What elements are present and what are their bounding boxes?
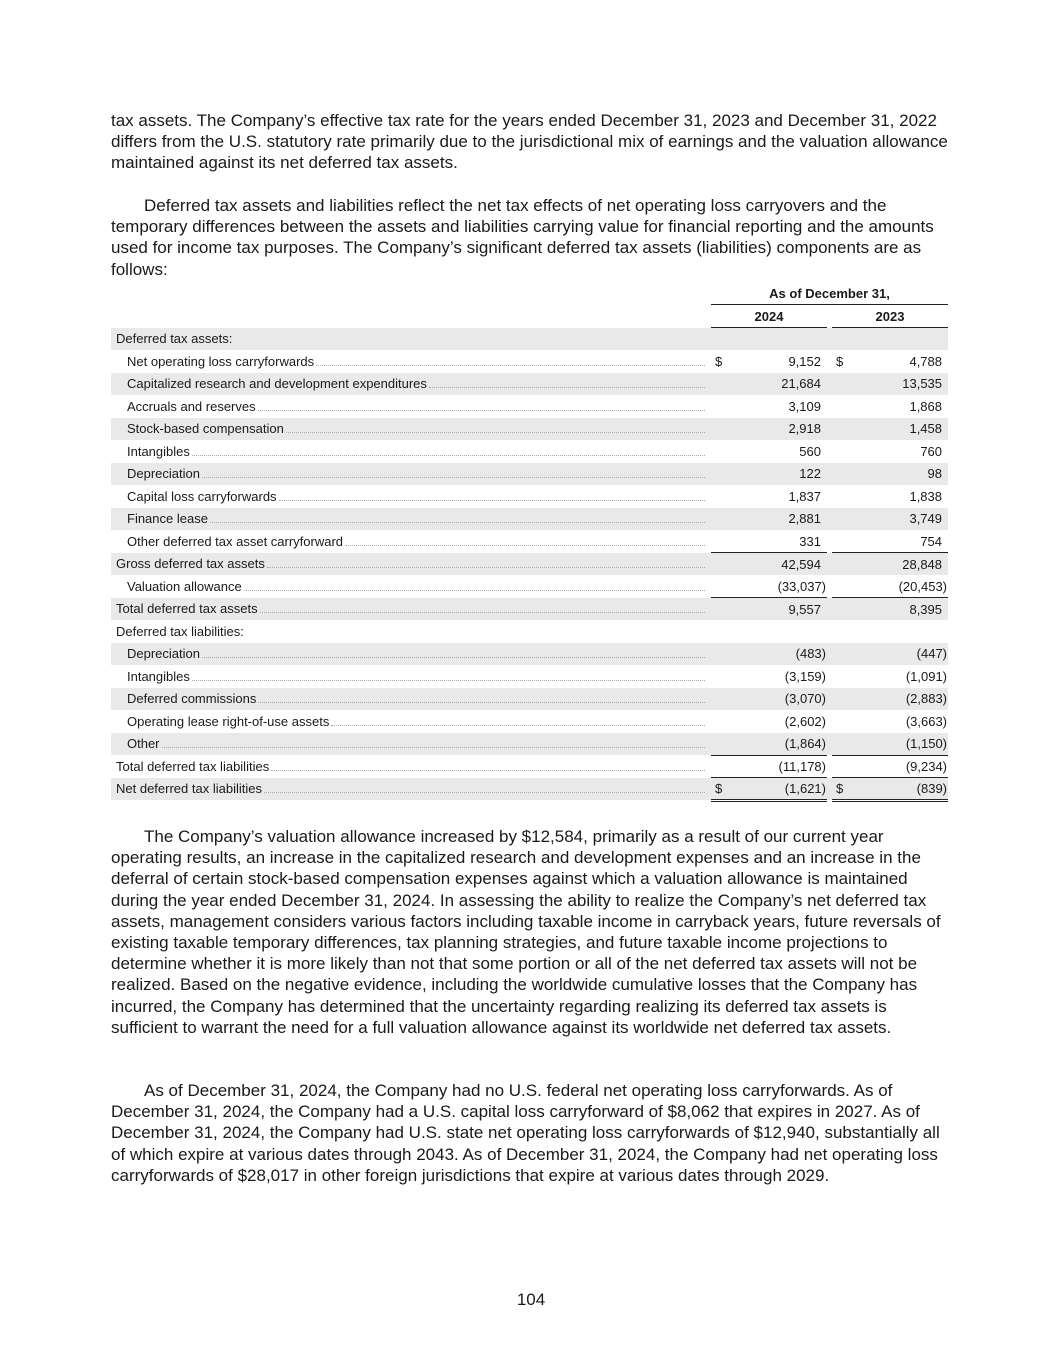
cell-value: (483) bbox=[795, 646, 826, 662]
leader-dots bbox=[162, 747, 705, 748]
cell-value: (33,037) bbox=[777, 578, 826, 594]
table-row bbox=[111, 575, 948, 598]
currency-symbol: $ bbox=[836, 353, 844, 369]
value-2023 bbox=[832, 508, 948, 531]
value-2024 bbox=[711, 710, 827, 733]
table-row bbox=[111, 778, 948, 801]
leader-dots bbox=[192, 455, 705, 456]
table-row bbox=[111, 508, 948, 531]
cell-value: (447) bbox=[916, 646, 948, 662]
cell-value: 13,535 bbox=[902, 376, 943, 392]
cell-value: 9,152 bbox=[788, 353, 821, 369]
cell-value: 3,749 bbox=[909, 511, 943, 527]
table-row bbox=[111, 733, 948, 756]
value-2023 bbox=[832, 575, 948, 598]
cell-value: 8,395 bbox=[909, 601, 943, 617]
leader-dots bbox=[279, 500, 705, 501]
cell-value: (2,602) bbox=[784, 713, 826, 729]
page-number: 104 bbox=[516, 1290, 546, 1309]
value-2023 bbox=[832, 778, 948, 801]
cell-value: 3,109 bbox=[788, 398, 821, 414]
leader-dots bbox=[258, 702, 705, 703]
cell-value: 560 bbox=[799, 443, 821, 459]
row-label: Other deferred tax asset carryforward bbox=[127, 533, 344, 549]
leader-dots bbox=[267, 567, 705, 568]
table-year-row bbox=[111, 305, 948, 328]
table-row bbox=[111, 463, 948, 486]
value-2024 bbox=[711, 575, 827, 598]
row-label: Gross deferred tax assets bbox=[116, 556, 265, 572]
row-label: Capitalized research and development expenditures bbox=[127, 376, 427, 392]
row-label: Net operating loss carryforwards bbox=[127, 353, 315, 369]
cell-value: 1,868 bbox=[909, 398, 943, 414]
row-label: Deferred commissions bbox=[127, 691, 257, 707]
leader-dots bbox=[192, 680, 705, 681]
row-label: Accruals and reserves bbox=[127, 398, 256, 414]
value-2024 bbox=[711, 350, 827, 373]
leader-dots bbox=[202, 477, 705, 478]
row-label: Operating lease right-of-use assets bbox=[127, 713, 330, 729]
value-2023 bbox=[832, 733, 948, 756]
value-2024 bbox=[711, 688, 827, 711]
value-2023 bbox=[832, 463, 948, 486]
leader-dots bbox=[210, 522, 705, 523]
row-label: Total deferred tax assets bbox=[116, 601, 258, 617]
value-2024 bbox=[711, 598, 827, 621]
value-2023 bbox=[832, 328, 948, 351]
row-label: Net deferred tax liabilities bbox=[116, 781, 262, 797]
table-row bbox=[111, 643, 948, 666]
value-2023 bbox=[832, 710, 948, 733]
table-row bbox=[111, 688, 948, 711]
leader-dots bbox=[264, 792, 705, 793]
leader-dots bbox=[345, 545, 705, 546]
leader-dots bbox=[260, 612, 705, 613]
table-row bbox=[111, 665, 948, 688]
table-row bbox=[111, 395, 948, 418]
cell-value: 1,458 bbox=[909, 421, 943, 437]
value-2024 bbox=[711, 440, 827, 463]
currency-symbol: $ bbox=[836, 780, 844, 796]
leader-dots bbox=[271, 770, 705, 771]
leader-dots bbox=[316, 365, 705, 366]
cell-value: (2,883) bbox=[905, 691, 948, 707]
table-row bbox=[111, 755, 948, 778]
value-2024 bbox=[711, 373, 827, 396]
value-2024 bbox=[711, 485, 827, 508]
row-label: Finance lease bbox=[127, 511, 208, 527]
cell-value: 1,837 bbox=[788, 488, 821, 504]
cell-value: (20,453) bbox=[898, 578, 948, 594]
paragraph-carryforwards: As of December 31, 2024, the Company had no U.S. federal net operating loss carryforwards. As of December 31, 2024, the Company had a U.S. capital loss carryforward of $8,062 that expires in 2027. As of December 31, 2024, the Company had U.S. state net operating loss carryforwards of $12,940, substantially all of which expire at various dates through 2043. As of December 31, 2024, the Company had net operating loss carryforwards of $28,017 in other foreign jurisdictions that expire at various dates through 2029. bbox=[111, 1081, 940, 1185]
value-2023 bbox=[832, 373, 948, 396]
table-row bbox=[111, 485, 948, 508]
leader-dots bbox=[429, 387, 705, 388]
value-2023 bbox=[832, 418, 948, 441]
row-label: Total deferred tax liabilities bbox=[116, 758, 270, 774]
value-2023 bbox=[832, 530, 948, 553]
table-row bbox=[111, 710, 948, 733]
value-2023 bbox=[832, 350, 948, 373]
cell-value: 98 bbox=[927, 466, 943, 482]
value-2024 bbox=[711, 733, 827, 756]
row-label: Other bbox=[127, 736, 160, 752]
value-2023 bbox=[832, 598, 948, 621]
row-label: Capital loss carryforwards bbox=[127, 488, 277, 504]
table-row bbox=[111, 553, 948, 576]
table-row bbox=[111, 440, 948, 463]
row-label: Depreciation bbox=[127, 646, 200, 662]
value-2024 bbox=[711, 643, 827, 666]
section-header-row bbox=[111, 328, 948, 351]
deferred-tax-table bbox=[111, 282, 948, 802]
cell-value: 760 bbox=[920, 443, 943, 459]
leader-dots bbox=[244, 590, 705, 591]
value-2024 bbox=[711, 665, 827, 688]
row-label: Depreciation bbox=[127, 466, 200, 482]
table-row bbox=[111, 530, 948, 553]
cell-value: (3,159) bbox=[784, 668, 826, 684]
leader-dots bbox=[202, 657, 705, 658]
cell-value: 2,918 bbox=[788, 421, 821, 437]
value-2024 bbox=[711, 553, 827, 576]
cell-value: (3,070) bbox=[784, 691, 826, 707]
cell-value: 1,838 bbox=[909, 488, 943, 504]
cell-value: (3,663) bbox=[905, 713, 948, 729]
value-2023 bbox=[832, 485, 948, 508]
currency-symbol: $ bbox=[715, 780, 723, 796]
value-2024 bbox=[711, 778, 827, 801]
value-2023 bbox=[832, 440, 948, 463]
value-2023 bbox=[832, 553, 948, 576]
cell-value: 9,557 bbox=[788, 601, 821, 617]
table-row bbox=[111, 373, 948, 396]
paragraph-tax-rate: tax assets. The Company’s effective tax rate for the years ended December 31, 2023 and December 31, 2022 differs from the U.S. statutory rate primarily due to the jurisdictional mix of earnings and the valuation allowance maintained against its net deferred tax assets. bbox=[111, 111, 948, 173]
year-2023: 2023 bbox=[832, 305, 948, 328]
value-2024 bbox=[711, 530, 827, 553]
table-row bbox=[111, 418, 948, 441]
leader-dots bbox=[331, 725, 705, 726]
row-label: Intangibles bbox=[127, 668, 190, 684]
paragraph-valuation-allowance: The Company’s valuation allowance increased by $12,584, primarily as a result of our current year operating results, an increase in the capitalized research and development expenses and an increase in the deferral of certain stock-based compensation expenses against which a valuation allowance is maintained during the year ended December 31, 2024. In assessing the ability to realize the Company’s net deferred tax assets, management considers various factors including taxable income in carryback years, future reversals of existing taxable temporary differences, tax planning strategies, and future taxable income projections to determine whether it is more likely than not that some portion or all of the net deferred tax assets will not be realized. Based on the negative evidence, including the worldwide cumulative losses that the Company has incurred, the Company has determined that the uncertainty regarding realizing its deferred tax assets is sufficient to warrant the need for a full valuation allowance against its worldwide net deferred tax assets. bbox=[111, 827, 941, 1037]
value-2024 bbox=[711, 418, 827, 441]
table-row bbox=[111, 350, 948, 373]
cell-value: 21,684 bbox=[781, 376, 821, 392]
cell-value: (11,178) bbox=[778, 758, 826, 774]
value-2024 bbox=[711, 328, 827, 351]
leader-dots bbox=[286, 432, 705, 433]
header-as-of: As of December 31, bbox=[711, 282, 948, 305]
value-2024 bbox=[711, 395, 827, 418]
cell-value: 122 bbox=[799, 466, 821, 482]
cell-value: (1,864) bbox=[784, 736, 826, 751]
cell-value: (9,234) bbox=[905, 758, 948, 774]
cell-value: (839) bbox=[916, 780, 948, 796]
cell-value: 4,788 bbox=[909, 353, 943, 369]
cell-value: 754 bbox=[920, 533, 943, 549]
cell-value: 331 bbox=[799, 533, 821, 549]
section-header-row bbox=[111, 620, 948, 643]
value-2023 bbox=[832, 755, 948, 778]
cell-value: 28,848 bbox=[902, 556, 943, 572]
cell-value: 2,881 bbox=[788, 511, 821, 527]
table-row bbox=[111, 598, 948, 621]
value-2023 bbox=[832, 395, 948, 418]
row-label: Valuation allowance bbox=[127, 578, 242, 594]
paragraph-deferred-intro: Deferred tax assets and liabilities reflect the net tax effects of net operating loss carryovers and the temporary differences between the assets and liabilities carrying value for financial reporting and the amounts used for income tax purposes. The Company’s significant deferred tax assets (liabilities) components are as follows: bbox=[111, 196, 934, 279]
row-label: Stock-based compensation bbox=[127, 421, 284, 437]
value-2024 bbox=[711, 508, 827, 531]
year-2024: 2024 bbox=[711, 305, 827, 328]
cell-value: (1,091) bbox=[905, 668, 948, 684]
value-2023 bbox=[832, 688, 948, 711]
cell-value: (1,621) bbox=[784, 780, 826, 796]
currency-symbol: $ bbox=[715, 353, 723, 369]
row-label: Deferred tax liabilities: bbox=[116, 623, 244, 639]
value-2023 bbox=[832, 665, 948, 688]
value-2024 bbox=[711, 463, 827, 486]
cell-value: (1,150) bbox=[905, 736, 948, 751]
row-label: Intangibles bbox=[127, 443, 190, 459]
cell-value: 42,594 bbox=[781, 556, 821, 572]
value-2023 bbox=[832, 643, 948, 666]
table-header-row bbox=[111, 282, 948, 305]
value-2024 bbox=[711, 620, 827, 643]
leader-dots bbox=[258, 410, 705, 411]
value-2024 bbox=[711, 755, 827, 778]
row-label: Deferred tax assets: bbox=[116, 331, 233, 347]
value-2023 bbox=[832, 620, 948, 643]
